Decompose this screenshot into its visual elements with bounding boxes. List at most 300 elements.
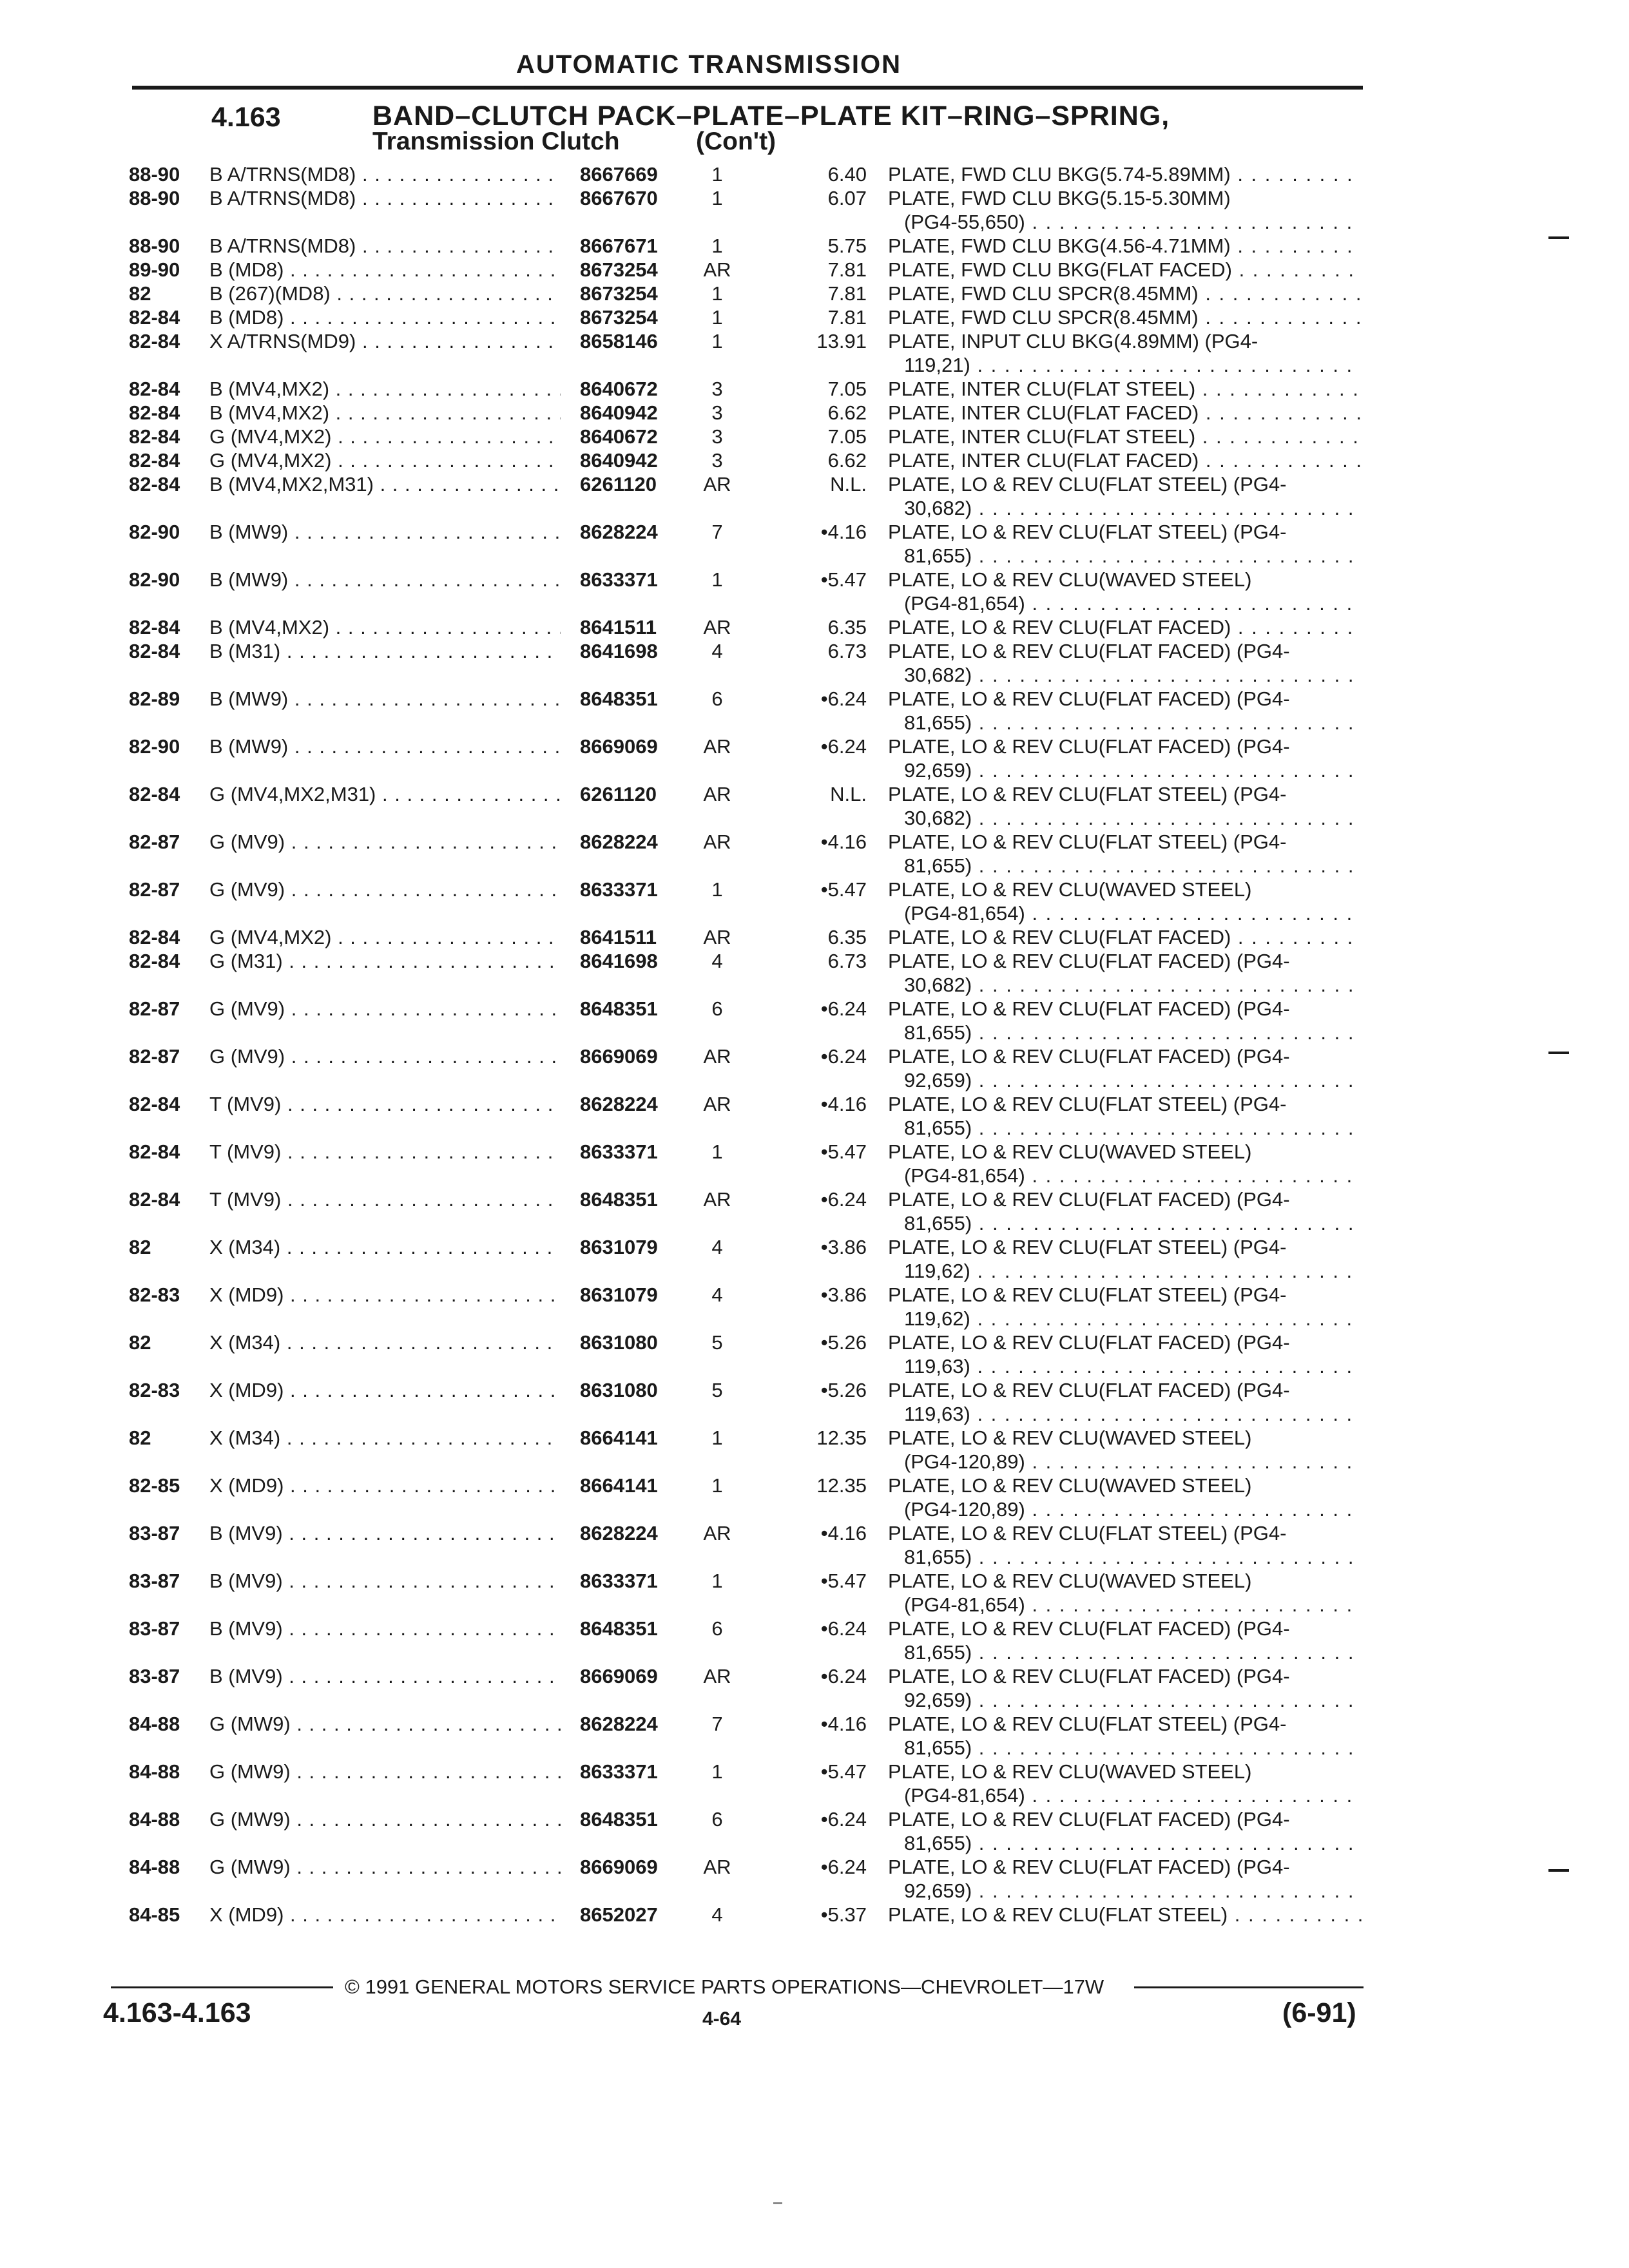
- row-model: G (M31) . . .: [209, 949, 561, 973]
- row-year: 84-88: [129, 1760, 180, 1783]
- row-description: [888, 1903, 1362, 1927]
- row-description: [888, 186, 1362, 234]
- row-description: [888, 234, 1362, 258]
- row-quantity: 1: [711, 1474, 723, 1497]
- parts-row: [0, 615, 1629, 639]
- row-year: 82-87: [129, 831, 180, 853]
- row-price: 6.35: [827, 616, 867, 639]
- description-line: 30,682) . . .: [888, 663, 1362, 687]
- row-year: 82-85: [129, 1474, 180, 1497]
- row-price: 6.07: [827, 187, 867, 209]
- row-description: [888, 925, 1362, 949]
- description-line: PLATE, LO & REV CLU(FLAT FACED) (PG4-: [888, 1188, 1290, 1211]
- parts-row: [0, 568, 1629, 615]
- description-line: PLATE, LO & REV CLU(WAVED STEEL): [888, 1140, 1252, 1163]
- parts-row: [0, 282, 1629, 305]
- row-price: •6.24: [820, 1617, 867, 1640]
- row-quantity: AR: [703, 1522, 731, 1544]
- row-description: [888, 615, 1362, 639]
- row-model: X A/TRNS(MD9) . . .: [209, 329, 561, 353]
- description-line: PLATE, LO & REV CLU(FLAT FACED) (PG4-: [888, 1808, 1290, 1831]
- row-price: 6.73: [827, 640, 867, 662]
- parts-row: [0, 186, 1629, 234]
- row-quantity: 3: [711, 378, 723, 400]
- parts-row: [0, 234, 1629, 258]
- row-price: •4.16: [820, 1713, 867, 1735]
- description-line: PLATE, LO & REV CLU(WAVED STEEL): [888, 1760, 1252, 1783]
- description-line: 81,655) . . .: [888, 1211, 1362, 1235]
- row-model: B (MV9) . . .: [209, 1569, 561, 1593]
- row-price: 13.91: [816, 330, 867, 352]
- parts-row: [0, 830, 1629, 878]
- row-year: 82-84: [129, 425, 180, 448]
- row-model: B (MW9) . . .: [209, 520, 561, 544]
- margin-mark: [1548, 1869, 1569, 1872]
- row-year: 83-87: [129, 1665, 180, 1687]
- row-price: •6.24: [820, 1045, 867, 1068]
- row-model: G (MW9) . . .: [209, 1760, 561, 1783]
- row-year: 82-83: [129, 1379, 180, 1401]
- row-part-number: 8648351: [580, 687, 658, 710]
- row-quantity: AR: [703, 616, 731, 639]
- description-line: PLATE, LO & REV CLU(FLAT STEEL) (PG4-: [888, 521, 1287, 543]
- section-title: BAND–CLUTCH PACK–PLATE–PLATE KIT–RING–SPRING,: [372, 101, 1170, 131]
- row-year: 82-84: [129, 950, 180, 972]
- parts-row: [0, 1712, 1629, 1760]
- row-quantity: 1: [711, 306, 723, 329]
- row-model: B A/TRNS(MD8) . . .: [209, 186, 561, 210]
- row-year: 82-84: [129, 1093, 180, 1115]
- row-part-number: 8628224: [580, 1522, 658, 1544]
- row-price: 7.05: [827, 425, 867, 448]
- margin-mark: [1548, 1052, 1569, 1054]
- row-description: [888, 782, 1362, 830]
- row-model: B (MV9) . . .: [209, 1664, 561, 1688]
- row-model: T (MV9) . . .: [209, 1187, 561, 1211]
- margin-mark: [773, 2202, 782, 2204]
- header-rule: [132, 86, 1363, 90]
- row-price: •5.26: [820, 1331, 867, 1354]
- row-price: 7.05: [827, 378, 867, 400]
- row-year: 84-88: [129, 1856, 180, 1878]
- description-line: PLATE, LO & REV CLU(FLAT FACED) (PG4-: [888, 1665, 1290, 1687]
- parts-row: [0, 997, 1629, 1044]
- row-description: [888, 949, 1362, 997]
- row-part-number: 8633371: [580, 1760, 658, 1783]
- parts-row: [0, 1331, 1629, 1378]
- row-price: •5.47: [820, 568, 867, 591]
- row-description: [888, 1855, 1362, 1903]
- row-quantity: 6: [711, 1808, 723, 1831]
- parts-row: [0, 1187, 1629, 1235]
- row-description: [888, 878, 1362, 925]
- row-description: [888, 258, 1362, 282]
- parts-row: [0, 1617, 1629, 1664]
- footer-section-range: 4.163-4.163: [103, 1997, 251, 2028]
- row-part-number: 8640942: [580, 401, 658, 424]
- row-quantity: 3: [711, 425, 723, 448]
- row-description: [888, 282, 1362, 305]
- row-quantity: 1: [711, 163, 723, 186]
- parts-row: [0, 878, 1629, 925]
- row-price: •3.86: [820, 1283, 867, 1306]
- row-year: 82: [129, 1427, 151, 1449]
- row-year: 88-90: [129, 235, 180, 257]
- description-line: 30,682) . . .: [888, 806, 1362, 830]
- row-model: B (MV4,MX2) . . .: [209, 615, 561, 639]
- row-year: 82-90: [129, 735, 180, 758]
- row-model: B (MW9) . . .: [209, 687, 561, 711]
- row-quantity: 1: [711, 568, 723, 591]
- row-description: [888, 1235, 1362, 1283]
- description-line: 81,655) . . .: [888, 1021, 1362, 1044]
- description-line: 30,682) . . .: [888, 496, 1362, 520]
- row-quantity: 1: [711, 1140, 723, 1163]
- row-year: 83-87: [129, 1617, 180, 1640]
- row-quantity: 1: [711, 235, 723, 257]
- description-line: 81,655) . . .: [888, 1831, 1362, 1855]
- row-model: G (MV9) . . .: [209, 878, 561, 901]
- row-price: 7.81: [827, 306, 867, 329]
- row-description: [888, 1378, 1362, 1426]
- row-description: [888, 639, 1362, 687]
- footer-revision: (6-91): [1282, 1997, 1356, 2028]
- row-year: 82-87: [129, 878, 180, 901]
- row-part-number: 8640942: [580, 449, 658, 472]
- row-year: 82: [129, 1236, 151, 1258]
- row-part-number: 8652027: [580, 1903, 658, 1926]
- row-description: [888, 401, 1362, 425]
- row-quantity: 6: [711, 997, 723, 1020]
- footer-page-number: 4-64: [702, 2008, 742, 2030]
- parts-row: [0, 735, 1629, 782]
- row-year: 82-84: [129, 378, 180, 400]
- row-year: 83-87: [129, 1570, 180, 1592]
- description-line: 119,63) . . .: [888, 1402, 1362, 1426]
- parts-row: [0, 258, 1629, 282]
- description-line: PLATE, LO & REV CLU(FLAT FACED) (PG4-: [888, 735, 1290, 758]
- description-line: 92,659) . . .: [888, 758, 1362, 782]
- row-model: B (MD8) . . .: [209, 258, 561, 282]
- row-part-number: 8631080: [580, 1379, 658, 1401]
- row-model: B (MV9) . . .: [209, 1617, 561, 1640]
- description-line: 81,655) . . .: [888, 544, 1362, 568]
- row-model: G (MW9) . . .: [209, 1807, 561, 1831]
- parts-row: [0, 305, 1629, 329]
- footer-copyright: © 1991 GENERAL MOTORS SERVICE PARTS OPERATIONS—CHEVROLET—17W: [345, 1975, 1104, 1998]
- row-year: 82: [129, 282, 151, 305]
- description-line: 119,63) . . .: [888, 1354, 1362, 1378]
- row-model: G (MV9) . . .: [209, 997, 561, 1021]
- description-line: PLATE, LO & REV CLU(FLAT STEEL) (PG4-: [888, 783, 1287, 805]
- description-line: 92,659) . . .: [888, 1068, 1362, 1092]
- parts-row: [0, 329, 1629, 377]
- row-model: X (MD9) . . .: [209, 1283, 561, 1307]
- row-part-number: 8673254: [580, 258, 658, 281]
- row-description: [888, 520, 1362, 568]
- parts-row: [0, 1664, 1629, 1712]
- description-line: PLATE, LO & REV CLU(FLAT FACED) (PG4-: [888, 1617, 1290, 1640]
- row-price: •6.24: [820, 997, 867, 1020]
- parts-row: [0, 1903, 1629, 1927]
- row-part-number: 8669069: [580, 735, 658, 758]
- section-subtitle: Transmission Clutch: [372, 128, 620, 155]
- row-quantity: 1: [711, 187, 723, 209]
- description-line: 92,659) . . .: [888, 1879, 1362, 1903]
- description-line: PLATE, LO & REV CLU(WAVED STEEL): [888, 1427, 1252, 1449]
- row-description: [888, 568, 1362, 615]
- parts-row: [0, 1378, 1629, 1426]
- description-line: 81,655) . . .: [888, 711, 1362, 735]
- description-line: 81,655) . . .: [888, 1545, 1362, 1569]
- parts-row: [0, 949, 1629, 997]
- row-price: •6.24: [820, 735, 867, 758]
- row-description: [888, 377, 1362, 401]
- row-price: •5.47: [820, 1760, 867, 1783]
- row-model: X (MD9) . . .: [209, 1474, 561, 1497]
- row-model: B A/TRNS(MD8) . . .: [209, 234, 561, 258]
- description-line: PLATE, LO & REV CLU(FLAT FACED) (PG4-: [888, 640, 1290, 662]
- row-part-number: 8628224: [580, 1713, 658, 1735]
- parts-row: [0, 520, 1629, 568]
- row-model: X (MD9) . . .: [209, 1378, 561, 1402]
- row-quantity: 7: [711, 521, 723, 543]
- description-line: 119,62) . . .: [888, 1259, 1362, 1283]
- row-price: 6.62: [827, 401, 867, 424]
- parts-row: [0, 782, 1629, 830]
- row-quantity: 5: [711, 1331, 723, 1354]
- row-year: 82-84: [129, 926, 180, 948]
- row-description: [888, 448, 1362, 472]
- description-line: PLATE, LO & REV CLU(FLAT STEEL) (PG4-: [888, 831, 1287, 853]
- row-description: [888, 1617, 1362, 1664]
- parts-row: [0, 1426, 1629, 1474]
- row-description: [888, 1569, 1362, 1617]
- row-part-number: 8641698: [580, 950, 658, 972]
- row-quantity: AR: [703, 1665, 731, 1687]
- row-description: [888, 425, 1362, 448]
- row-description: [888, 1092, 1362, 1140]
- row-model: B (MV4,MX2) . . .: [209, 377, 561, 401]
- parts-row: [0, 687, 1629, 735]
- row-year: 82-90: [129, 568, 180, 591]
- row-description: [888, 1712, 1362, 1760]
- row-quantity: 1: [711, 878, 723, 901]
- parts-row: [0, 377, 1629, 401]
- description-line: PLATE, LO & REV CLU(FLAT FACED) . . .: [888, 925, 1362, 949]
- row-year: 82-84: [129, 616, 180, 639]
- row-price: •6.24: [820, 687, 867, 710]
- row-price: •5.47: [820, 1140, 867, 1163]
- row-part-number: 8641698: [580, 640, 658, 662]
- description-line: PLATE, FWD CLU BKG(4.56-4.71MM) . . .: [888, 234, 1362, 258]
- row-description: [888, 1044, 1362, 1092]
- row-part-number: 8658146: [580, 330, 658, 352]
- description-line: PLATE, FWD CLU SPCR(8.45MM) . . .: [888, 305, 1362, 329]
- row-description: [888, 329, 1362, 377]
- description-line: PLATE, LO & REV CLU(WAVED STEEL): [888, 1570, 1252, 1592]
- description-line: (PG4-120,89) . . .: [888, 1450, 1362, 1474]
- description-line: PLATE, LO & REV CLU(FLAT STEEL) (PG4-: [888, 1522, 1287, 1544]
- description-line: (PG4-81,654) . . .: [888, 1164, 1362, 1187]
- parts-row: [0, 1855, 1629, 1903]
- description-line: PLATE, INPUT CLU BKG(4.89MM) (PG4-: [888, 330, 1258, 352]
- description-line: 81,655) . . .: [888, 854, 1362, 878]
- row-quantity: AR: [703, 1188, 731, 1211]
- row-year: 82-84: [129, 640, 180, 662]
- row-price: •4.16: [820, 521, 867, 543]
- row-price: •5.47: [820, 1570, 867, 1592]
- row-part-number: 6261120: [580, 473, 657, 495]
- row-year: 82-84: [129, 1140, 180, 1163]
- row-part-number: 8667670: [580, 187, 658, 209]
- row-price: •6.24: [820, 1665, 867, 1687]
- row-part-number: 8669069: [580, 1856, 658, 1878]
- row-quantity: AR: [703, 831, 731, 853]
- row-year: 82-83: [129, 1283, 180, 1306]
- row-year: 82-87: [129, 997, 180, 1020]
- footer-rule-right: [1134, 1986, 1364, 1988]
- row-description: [888, 472, 1362, 520]
- description-line: PLATE, LO & REV CLU(FLAT STEEL) (PG4-: [888, 473, 1287, 495]
- row-year: 89-90: [129, 258, 180, 281]
- row-part-number: 8631080: [580, 1331, 658, 1354]
- parts-row: [0, 401, 1629, 425]
- row-part-number: 8633371: [580, 568, 658, 591]
- row-part-number: 8669069: [580, 1665, 658, 1687]
- description-line: 30,682) . . .: [888, 973, 1362, 997]
- row-description: [888, 1140, 1362, 1187]
- row-quantity: 4: [711, 950, 723, 972]
- row-model: B (MD8) . . .: [209, 305, 561, 329]
- row-quantity: 4: [711, 1283, 723, 1306]
- description-line: 119,21) . . .: [888, 353, 1362, 377]
- row-part-number: 8628224: [580, 831, 658, 853]
- description-line: PLATE, FWD CLU BKG(FLAT FACED) . . .: [888, 258, 1362, 282]
- row-year: 82-90: [129, 521, 180, 543]
- row-part-number: 8633371: [580, 1140, 658, 1163]
- description-line: PLATE, LO & REV CLU(FLAT FACED) (PG4-: [888, 1379, 1290, 1401]
- row-quantity: AR: [703, 258, 731, 281]
- row-year: 82-84: [129, 330, 180, 352]
- row-price: •4.16: [820, 1093, 867, 1115]
- row-part-number: 8633371: [580, 1570, 658, 1592]
- description-line: PLATE, LO & REV CLU(FLAT FACED) (PG4-: [888, 1045, 1290, 1068]
- parts-row: [0, 1521, 1629, 1569]
- parts-row: [0, 639, 1629, 687]
- row-year: 82-84: [129, 473, 180, 495]
- row-quantity: 5: [711, 1379, 723, 1401]
- row-model: G (MV4,MX2,M31) . . .: [209, 782, 561, 806]
- row-price: 6.62: [827, 449, 867, 472]
- row-quantity: AR: [703, 1045, 731, 1068]
- row-price: •4.16: [820, 831, 867, 853]
- row-description: [888, 1807, 1362, 1855]
- row-price: •3.86: [820, 1236, 867, 1258]
- parts-row: [0, 1235, 1629, 1283]
- row-part-number: 8641511: [580, 616, 657, 639]
- row-part-number: 8673254: [580, 306, 658, 329]
- row-price: •6.24: [820, 1856, 867, 1878]
- row-quantity: AR: [703, 926, 731, 948]
- row-part-number: 8669069: [580, 1045, 658, 1068]
- row-quantity: 1: [711, 1427, 723, 1449]
- parts-row: [0, 448, 1629, 472]
- description-line: PLATE, FWD CLU BKG(5.74-5.89MM) . . .: [888, 162, 1362, 186]
- row-quantity: AR: [703, 735, 731, 758]
- description-line: PLATE, INTER CLU(FLAT FACED) . . .: [888, 448, 1362, 472]
- description-line: PLATE, LO & REV CLU(FLAT FACED) . . .: [888, 615, 1362, 639]
- description-line: PLATE, LO & REV CLU(FLAT STEEL) (PG4-: [888, 1093, 1287, 1115]
- row-model: G (MW9) . . .: [209, 1855, 561, 1879]
- row-quantity: AR: [703, 473, 731, 495]
- row-description: [888, 1521, 1362, 1569]
- parts-row: [0, 1044, 1629, 1092]
- row-model: B (M31) . . .: [209, 639, 561, 663]
- row-quantity: 4: [711, 1236, 723, 1258]
- description-line: PLATE, LO & REV CLU(FLAT FACED) (PG4-: [888, 687, 1290, 710]
- row-price: 6.35: [827, 926, 867, 948]
- row-year: 88-90: [129, 163, 180, 186]
- row-year: 84-85: [129, 1903, 180, 1926]
- description-line: (PG4-81,654) . . .: [888, 1783, 1362, 1807]
- row-model: X (MD9) . . .: [209, 1903, 561, 1927]
- row-part-number: 8648351: [580, 1617, 658, 1640]
- description-line: PLATE, LO & REV CLU(FLAT FACED) (PG4-: [888, 997, 1290, 1020]
- row-price: N.L.: [830, 783, 867, 805]
- page-header-title: AUTOMATIC TRANSMISSION: [516, 50, 902, 79]
- description-line: PLATE, LO & REV CLU(FLAT STEEL) (PG4-: [888, 1283, 1287, 1306]
- row-year: 88-90: [129, 187, 180, 209]
- row-part-number: 8648351: [580, 997, 658, 1020]
- description-line: PLATE, LO & REV CLU(FLAT STEEL) (PG4-: [888, 1236, 1287, 1258]
- row-model: B (MW9) . . .: [209, 568, 561, 591]
- description-line: (PG4-120,89) . . .: [888, 1497, 1362, 1521]
- section-number: 4.163: [211, 102, 281, 133]
- parts-row: [0, 1140, 1629, 1187]
- row-model: X (M34) . . .: [209, 1235, 561, 1259]
- row-description: [888, 735, 1362, 782]
- footer-rule-left: [111, 1986, 333, 1988]
- row-quantity: 3: [711, 449, 723, 472]
- row-part-number: 8628224: [580, 521, 658, 543]
- description-line: PLATE, FWD CLU BKG(5.15-5.30MM): [888, 187, 1231, 209]
- row-description: [888, 1283, 1362, 1331]
- row-price: •6.24: [820, 1188, 867, 1211]
- row-part-number: 8664141: [580, 1474, 658, 1497]
- parts-row: [0, 1807, 1629, 1855]
- row-part-number: 8667669: [580, 163, 658, 186]
- row-description: [888, 997, 1362, 1044]
- row-price: 6.40: [827, 163, 867, 186]
- row-price: 7.81: [827, 258, 867, 281]
- description-line: 119,62) . . .: [888, 1307, 1362, 1331]
- row-model: G (MV9) . . .: [209, 1044, 561, 1068]
- row-part-number: 8673254: [580, 282, 658, 305]
- row-price: •5.37: [820, 1903, 867, 1926]
- row-year: 83-87: [129, 1522, 180, 1544]
- parts-row: [0, 472, 1629, 520]
- parts-list: [0, 162, 1629, 1927]
- row-description: [888, 162, 1362, 186]
- parts-row: [0, 925, 1629, 949]
- row-quantity: 4: [711, 640, 723, 662]
- description-line: PLATE, LO & REV CLU(FLAT FACED) (PG4-: [888, 1856, 1290, 1878]
- description-line: 81,655) . . .: [888, 1640, 1362, 1664]
- row-price: 5.75: [827, 235, 867, 257]
- row-price: 12.35: [816, 1474, 867, 1497]
- row-quantity: 1: [711, 330, 723, 352]
